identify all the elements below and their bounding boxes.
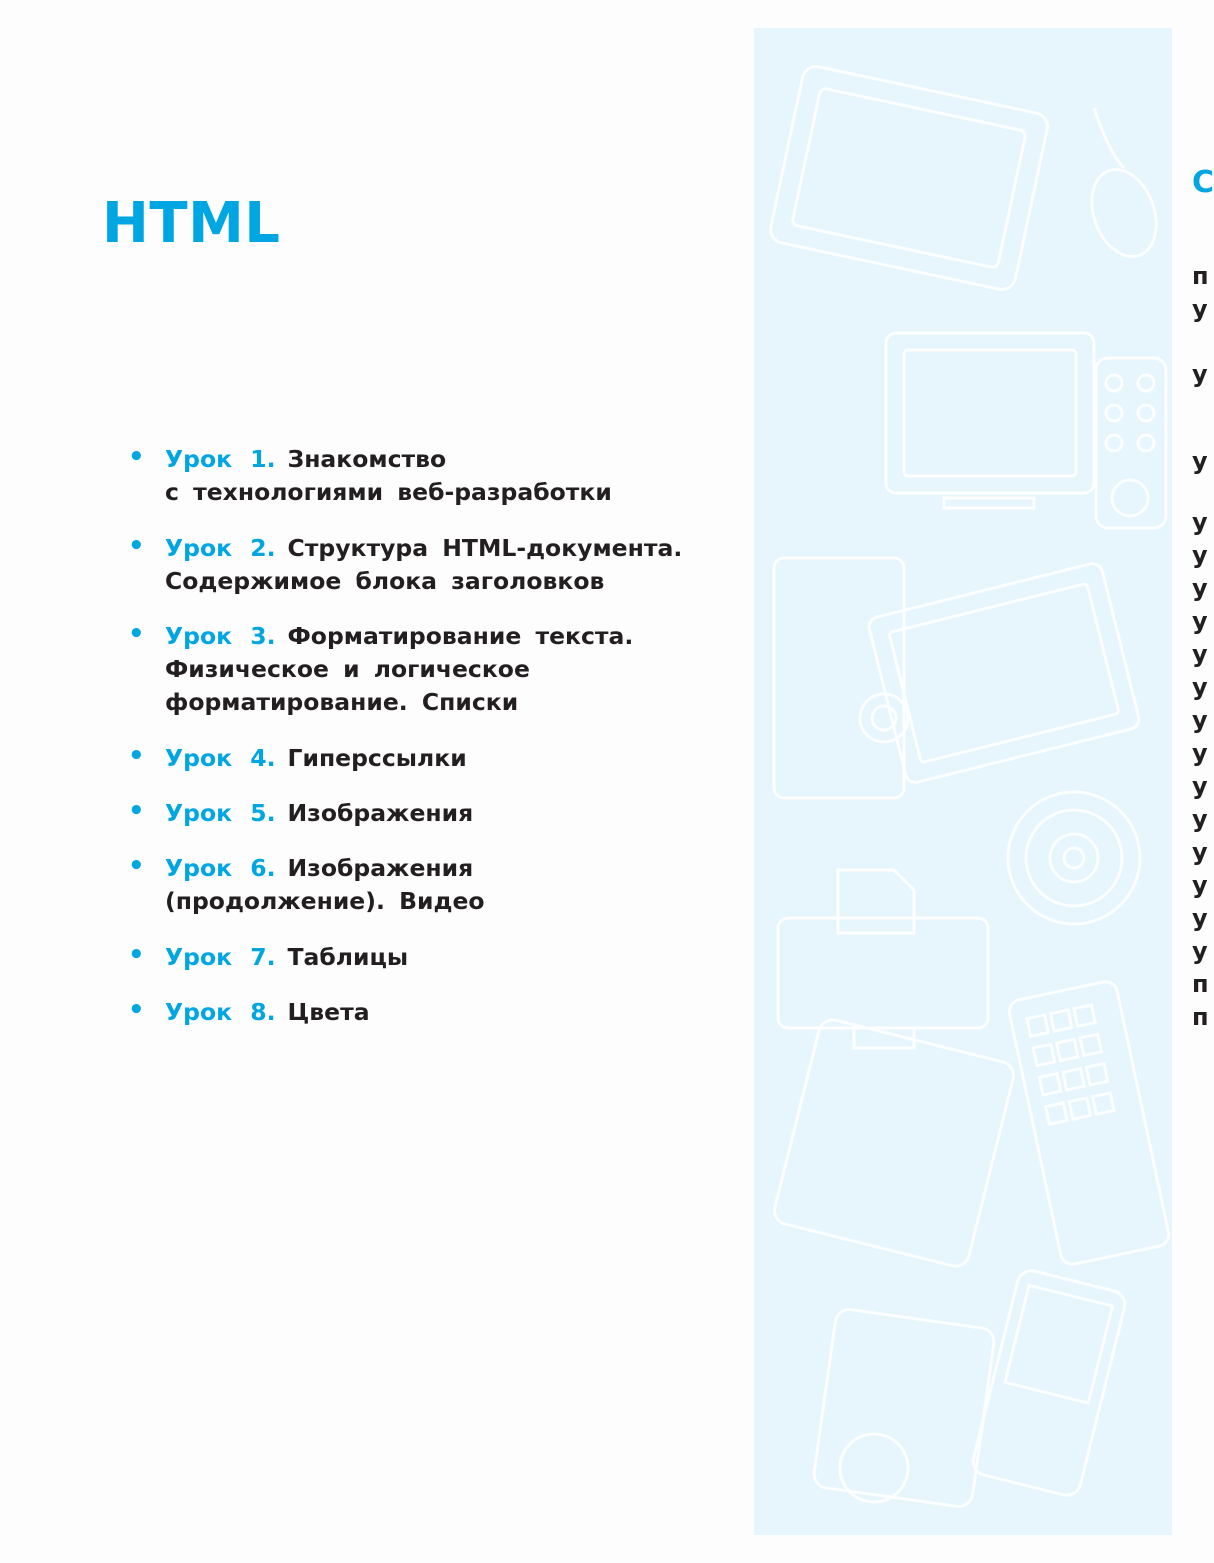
edge-letter: у (1192, 574, 1208, 602)
speaker-icon (774, 558, 904, 798)
lesson-title: Гиперссылки (287, 744, 467, 772)
edge-letter: С (1192, 165, 1214, 200)
bullet-icon: • (128, 741, 145, 771)
list-item (128, 941, 768, 974)
disc-icon (1008, 792, 1140, 924)
lesson-title: Изображения (287, 854, 474, 882)
lesson-number: Урок 7. (165, 943, 276, 971)
lesson-number: Урок 5. (165, 799, 276, 827)
tablet-icon (768, 64, 1050, 292)
edge-letter: п (1192, 1003, 1209, 1031)
decorative-panel (754, 28, 1172, 1535)
lesson-title: Знакомство (287, 445, 447, 473)
edge-letter: у (1192, 838, 1208, 866)
edge-letter: у (1192, 673, 1208, 701)
lesson-number: Урок 8. (165, 998, 276, 1026)
lesson-number: Урок 4. (165, 744, 276, 772)
lesson-title: Цвета (287, 998, 370, 1026)
bullet-icon: • (128, 619, 145, 649)
phone-icon-2 (970, 1268, 1128, 1498)
list-item (128, 532, 768, 598)
edge-letter: у (1192, 937, 1208, 965)
list-item (128, 996, 768, 1029)
laptop-icon (867, 561, 1141, 784)
lesson-number: Урок 1. (165, 445, 276, 473)
next-page-edge (1192, 0, 1214, 1563)
edge-letter: у (1192, 508, 1208, 536)
lesson-title: Изображения (287, 799, 474, 827)
lesson-number: Урок 6. (165, 854, 276, 882)
lesson-number: Урок 2. (165, 534, 276, 562)
lesson-title: Форматирование текста. (287, 622, 634, 650)
lesson-number: Урок 3. (165, 622, 276, 650)
list-item (128, 443, 768, 509)
camera-icon (812, 1308, 995, 1509)
list-item (128, 742, 768, 775)
page-title: HTML (102, 191, 281, 256)
lesson-title-line2: с технологиями веб-разработки (165, 478, 612, 506)
edge-letter: у (1192, 541, 1208, 569)
edge-letter: у (1192, 295, 1208, 323)
list-item (128, 620, 768, 719)
devices-illustration (754, 28, 1172, 1535)
edge-letter: у (1192, 772, 1208, 800)
edge-letter: у (1192, 904, 1208, 932)
lesson-title-line3: форматирование. Списки (165, 688, 519, 716)
bullet-icon: • (128, 940, 145, 970)
lesson-title: Структура HTML-документа. (287, 534, 683, 562)
mouse-icon (1080, 160, 1167, 265)
lesson-title-line2: Физическое и логическое (165, 655, 530, 683)
edge-letter: п (1192, 262, 1209, 290)
edge-letter: у (1192, 706, 1208, 734)
document-icon (838, 870, 914, 933)
edge-letter: у (1192, 360, 1208, 388)
tablet-icon-2 (772, 1017, 1017, 1269)
edge-letter: п (1192, 970, 1209, 998)
lesson-title-line2: (продолжение). Видео (165, 887, 485, 915)
edge-letter: у (1192, 739, 1208, 767)
bullet-icon: • (128, 442, 145, 472)
edge-letter: у (1192, 805, 1208, 833)
monitor-icon (886, 333, 1094, 493)
bullet-icon: • (128, 995, 145, 1025)
list-item (128, 852, 768, 918)
lesson-title: Таблицы (287, 943, 409, 971)
edge-letter: у (1192, 607, 1208, 635)
edge-letter: у (1192, 871, 1208, 899)
bullet-icon: • (128, 531, 145, 561)
bullet-icon: • (128, 796, 145, 826)
list-item (128, 797, 768, 830)
edge-letter: у (1192, 447, 1208, 475)
bullet-icon: • (128, 851, 145, 881)
edge-letter: у (1192, 640, 1208, 668)
lesson-title-line2: Содержимое блока заголовков (165, 567, 605, 595)
